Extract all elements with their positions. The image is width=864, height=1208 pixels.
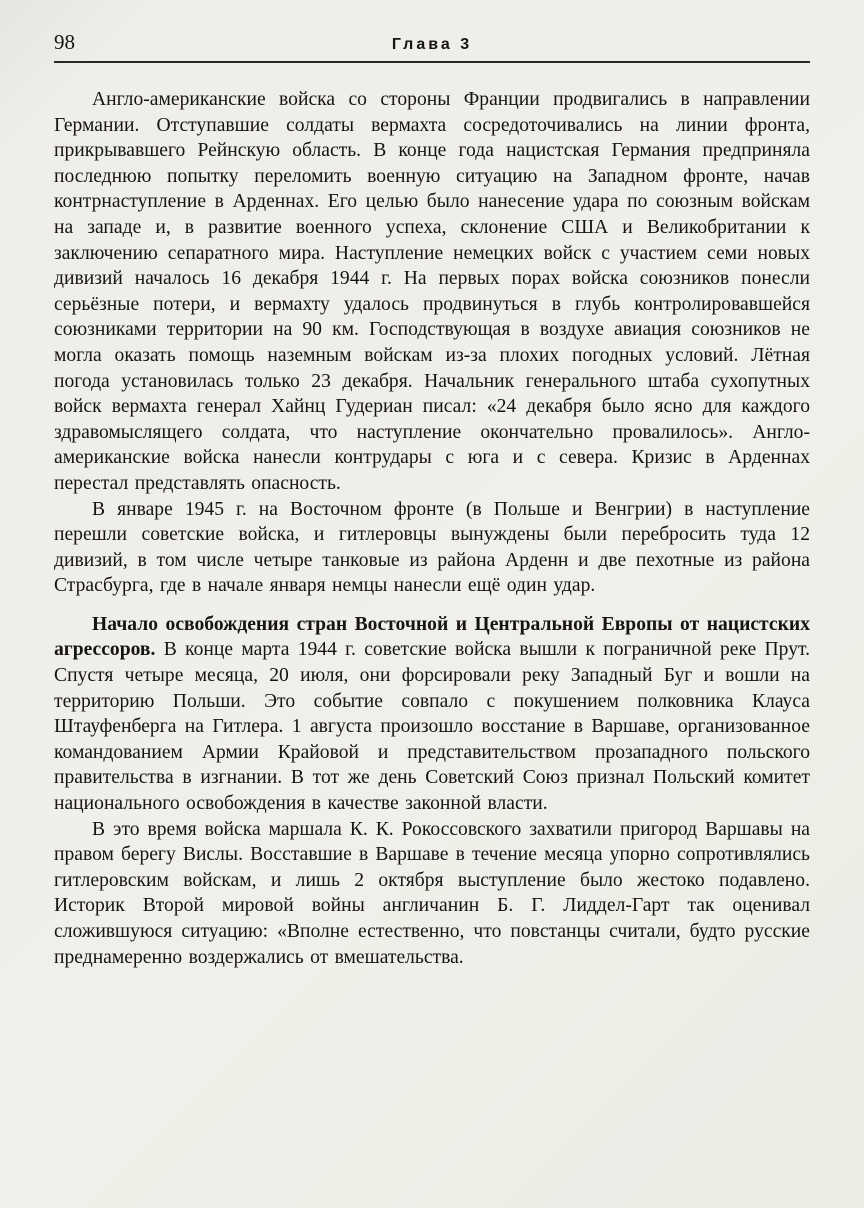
chapter-title: Глава 3 [391,36,473,53]
paragraph-warsaw-uprising: В это время войска маршала К. К. Рокоссовского захватили пригород Варшавы на правом берегу Вислы. Восставшие в Варшаве в течение месяца упорно сопротивлялись гитлеровским войскам, и лишь 2 октября выступление было жестоко подавлено. Историк Второй мировой войны англичанин Б. Г. Лиддел-Гарт так оценивал сложившуюся ситуацию: «Вполне естественно, что повстанцы считали, будто русские преднамеренно воздержались от вмешательства. [54,818,810,968]
paragraph-liberation-section [54,612,810,817]
page-number: 98 [54,30,75,54]
section-body: В конце марта 1944 г. советские войска вышли к пограничной реке Прут. Спустя четыре месяца, 20 июля, они форсировали реку Западный Буг и вошли на территорию Польши. Это событие совпало с покушением полковника Клауса Штауфенберга на Гитлера. 1 августа произошло восстание в Варшаве, организованное командованием Армии Крайовой и представительством прозападного польского правительства в изгнании. В тот же день Советский Союз признал Польский комитет национального освобождения в качестве законной власти. [54,639,810,815]
body-text [54,87,810,970]
paragraph-january-1945: В январе 1945 г. на Восточном фронте (в Польше и Венгрии) в наступление перешли советские войска, и гитлеровцы вынуждены были перебросить туда 12 дивизий, в том числе четыре танковые из района Арденн и две пехотные из района Страсбурга, где в начале января немцы нанесли ещё один удар. [54,498,810,597]
section-heading: Начало освобождения стран Восточной и Центральной Европы от нацистских агрессоров. [54,613,810,661]
page-header [54,30,810,63]
paragraph-ardennes-offensive: Англо-американские войска со стороны Франции продвигались в направлении Германии. Отступавшие солдаты вермахта сосредоточивались на линии фронта, прикрывавшего Рейнскую область. В конце года нацистская Германия предприняла последнюю попытку переломить военную ситуацию на Западном фронте, начав контрнаступление в Арденнах. Его целью было нанесение удара по союзным войскам на западе и, в развитие военного успеха, склонение США и Великобритании к заключению сепаратного мира. Наступление немецких войск с участием семи новых дивизий началось 16 декабря 1944 г. На первых порах войска союзников понесли серьёзные потери, и вермахту удалось продвинуться в глубь контролировавшейся союзниками территории на 90 км. Господствующая в воздухе авиация союзников не могла оказать помощь наземным войскам из-за плохих погодных условий. Лётная погода установилась только 23 декабря. Начальник генерального штаба сухопутных войск вермахта генерал Хайнц Гудериан писал: «24 декабря было ясно для каждого здравомыслящего солдата, что наступление окончательно провалилось». Англо-американские войска нанесли контрудары с юга и с севера. Кризис в Арденнах перестал представлять опасность. [54,89,810,494]
